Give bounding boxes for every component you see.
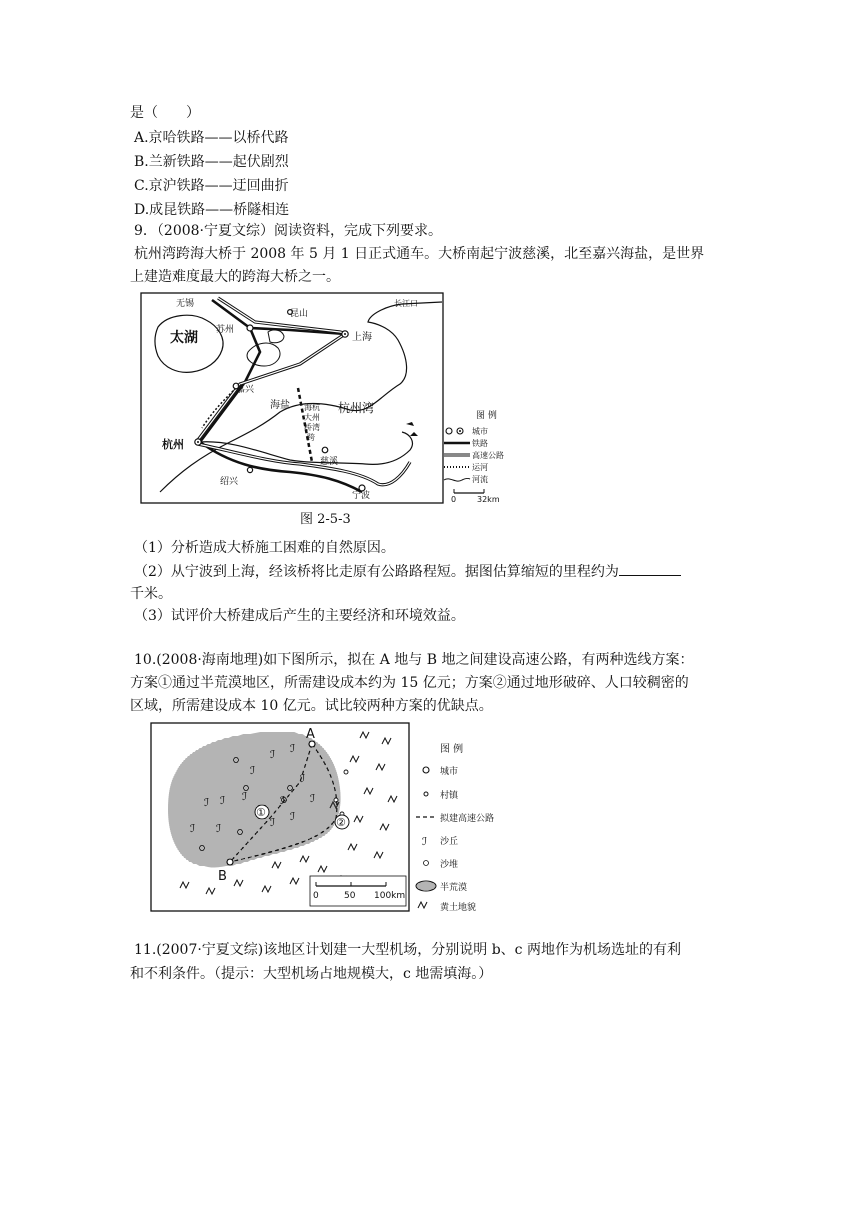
- q9-sub-1: （1）分析造成大桥施工困难的自然原因。: [134, 540, 395, 556]
- scale-50: 50: [344, 891, 356, 901]
- legend-title: 图 例: [476, 411, 497, 421]
- legend2-desert-icon: [416, 881, 436, 891]
- label-changjiangkou: 长江口: [394, 299, 418, 308]
- svg-text:ℐ: ℐ: [290, 810, 296, 823]
- scale-zero: 0: [451, 495, 457, 504]
- legend-city-icon: [446, 428, 452, 434]
- svg-text:ℐ: ℐ: [220, 794, 226, 807]
- q8-option-c: C.京沪铁路——迂回曲折: [134, 178, 289, 194]
- q8-stem: 是（ ）: [130, 105, 200, 121]
- q8-option-b: B.兰新铁路——起伏剧烈: [134, 154, 289, 170]
- figure-caption: 图 2-5-3: [300, 512, 351, 527]
- q10-line-3: 区域，所需建设成本 10 亿元。试比较两种方案的优缺点。: [130, 698, 493, 714]
- answer-blank: [619, 561, 681, 576]
- label-shaoxing: 绍兴: [220, 477, 239, 487]
- legend2-loess-icon: [418, 902, 427, 908]
- legend2-sandpile: 沙堆: [440, 860, 459, 870]
- svg-text:ℐ: ℐ: [300, 772, 306, 785]
- label-shanghai: 上海: [352, 332, 372, 343]
- svg-text:ℐ: ℐ: [280, 794, 286, 807]
- q9-title: 9．（2008·宁夏文综）阅读资料，完成下列要求。: [134, 223, 442, 239]
- label-hangzhouwan: 杭州湾: [338, 401, 375, 415]
- q9-sub-2-line: [134, 561, 681, 582]
- q9-sub-2: （2）从宁波到上海，经该桥将比走原有公路路程短。据图估算缩短的里程约为: [134, 564, 619, 580]
- route-2-label: ②: [336, 816, 346, 829]
- label-jiaxing: 嘉兴: [236, 385, 255, 395]
- q9-para-1: 杭州湾跨海大桥于 2008 年 5 月 1 日正式通车。大桥南起宁波慈溪，北至嘉兴海盐，是世界: [134, 246, 705, 262]
- point-a: A: [306, 727, 315, 742]
- route-1-label: ①: [256, 806, 266, 819]
- q9-sub-2-unit: 千米。: [130, 586, 172, 602]
- label-kunshan: 昆山: [290, 309, 309, 319]
- label-ningbo: 宁波: [352, 491, 371, 501]
- q10-line-2: 方案①通过半荒漠地区，所需建设成本约为 15 亿元；方案②通过地形破碎、人口较稠密的: [130, 675, 689, 691]
- legend2-sandpile-icon: [424, 861, 429, 866]
- legend2-city-icon: [423, 767, 429, 773]
- svg-text:ℐ: ℐ: [190, 822, 196, 835]
- legend-river: 河流: [472, 475, 488, 484]
- svg-text:ℐ: ℐ: [250, 764, 256, 777]
- label-bridge-2: 大州: [304, 413, 320, 422]
- label-suzhou: 苏州: [216, 325, 235, 335]
- q9-para-2: 上建造难度最大的跨海大桥之一。: [130, 269, 340, 285]
- legend2-dune-icon: ℐ: [422, 835, 428, 848]
- legend2-village-icon: [424, 792, 428, 796]
- label-cixi: 慈溪: [320, 457, 339, 467]
- label-hangzhou: 杭州: [162, 438, 184, 451]
- svg-text:ℐ: ℐ: [270, 748, 276, 761]
- legend2-dune: 沙丘: [440, 837, 459, 847]
- svg-text:ℐ: ℐ: [310, 792, 316, 805]
- q9-sub-3: （3）试评价大桥建成后产生的主要经济和环境效益。: [134, 608, 465, 624]
- q11-line-2: 和不利条件。（提示：大型机场占地规模大，c 地需填海。）: [130, 966, 493, 982]
- label-bridge-4: 跨: [307, 433, 315, 442]
- legend-river-icon: [444, 478, 470, 481]
- legend2-city: 城市: [440, 767, 459, 777]
- hangzhou-bay-map: [140, 292, 540, 504]
- legend2-desert: 半荒漠: [440, 883, 468, 893]
- label-haiyan: 海盐: [270, 400, 290, 411]
- svg-text:ℐ: ℐ: [270, 816, 276, 829]
- svg-text:ℐ: ℐ: [204, 796, 210, 809]
- q8-option-a: A.京哈铁路——以桥代路: [134, 130, 289, 146]
- label-bridge-3: 桥湾: [304, 423, 320, 432]
- q10-line-1: 10.(2008·海南地理)如下图所示，拟在 A 地与 B 地之间建设高速公路，有两种选线方案：: [134, 652, 694, 668]
- legend-expressway: 高速公路: [472, 451, 504, 460]
- point-b: B: [218, 869, 227, 884]
- legend-railway: 铁路: [472, 439, 488, 448]
- scale-0: 0: [313, 891, 319, 901]
- legend2-highway: 拟建高速公路: [440, 814, 495, 824]
- legend-city: 城市: [472, 427, 488, 436]
- legend2-village: 村镇: [440, 791, 459, 801]
- svg-text:ℐ: ℐ: [242, 790, 248, 803]
- legend-canal: 运河: [472, 463, 488, 472]
- legend2-title: 图 例: [440, 744, 464, 755]
- highway-route-map: [150, 722, 512, 912]
- scale-32km: 32km: [477, 495, 500, 504]
- q8-option-d: D.成昆铁路——桥隧相连: [134, 202, 290, 218]
- legend2-loess: 黄土地貌: [440, 903, 477, 912]
- svg-text:ℐ: ℐ: [290, 742, 296, 755]
- label-wuxi: 无锡: [176, 299, 195, 309]
- label-taihu: 太湖: [170, 330, 198, 346]
- scale-100km: 100km: [374, 891, 406, 901]
- svg-text:ℐ: ℐ: [216, 822, 222, 835]
- q11-line-1: 11.(2007·宁夏文综)该地区计划建一大型机场，分别说明 b、c 两地作为机场选址的有利: [134, 942, 681, 958]
- label-bridge-1: 海杭: [304, 403, 320, 412]
